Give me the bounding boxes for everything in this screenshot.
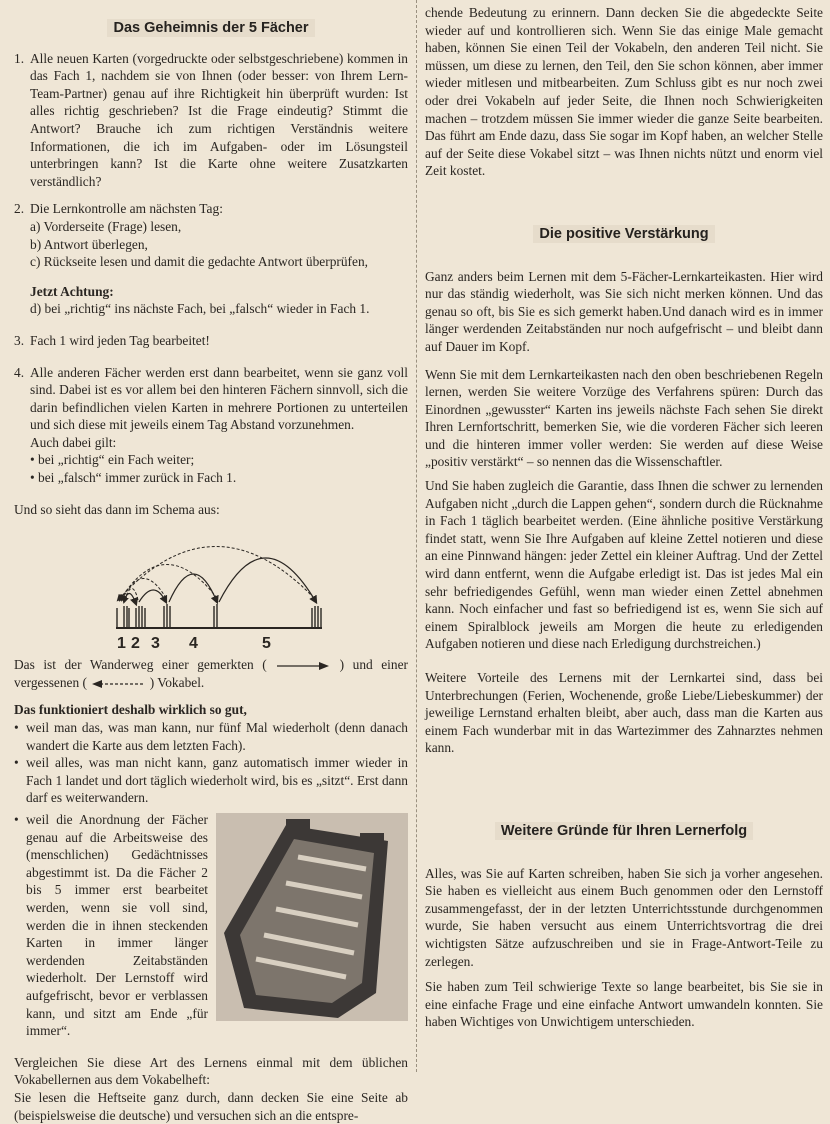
card-stack-5 (312, 606, 321, 628)
attention-label: Jetzt Achtung: (30, 283, 114, 299)
why-heading: Das funktioniert deshalb wirklich so gut, (14, 702, 247, 718)
compartment-label-1: 1 (117, 635, 126, 653)
section-heading-lernerfolg: Weitere Gründe für Ihren Lernerfolg (425, 823, 823, 841)
left-column (14, 0, 408, 1124)
diagram-svg (14, 524, 408, 656)
card-stack-4 (214, 604, 217, 628)
card-stack-3 (164, 604, 170, 628)
dashed-arrow-icon (90, 679, 146, 689)
more-paragraph-2: Sie haben zum Teil schwierige Texte so lange bearbeitet, bis Sie sie in eine einfache Frage und eine einfache Antwort umwandeln konnten. Sie haben Wichtiges von Unwichtigem unterschieden. (425, 979, 823, 1030)
compartment-label-2: 2 (131, 635, 140, 653)
back-arc-3-1 (122, 579, 166, 601)
substep-a: a) Vorderseite (Frage) lesen, (30, 218, 182, 234)
compartment-label-3: 3 (151, 635, 160, 653)
compare-paragraph-1: Vergleichen Sie diese Art des Lernens einmal mit dem üblichen Vokabellernen aus dem Vokabelheft: (14, 1054, 408, 1088)
positive-paragraph-2: Wenn Sie mit dem Lernkarteikasten nach den oben beschriebenen Regeln lernen, werden Sie weitere Vorzüge des Verfahrens spüren: Durch das Einordnen „gewusster“ Karten ins jeweils nächste Fach sehen Sie direkt Ihren Lernfortschritt, bemerken Sie, wie die vorderen Fächer sich leeren und die hinteren immer voller werden: Sie werden auf diese Weise „positiv verstärkt“ – so nennen das die Wissenschaftler. (425, 366, 823, 470)
positive-paragraph-1: Ganz anders beim Lernen mit dem 5-Fächer-Lernkarteikasten. Hier wird nur das ständig wiederholt, was Sie sich nicht merken können. Und das genau so oft, bis Sie es sich gemerkt haben.Und danach wird es in immer länger werdenden Zeitabständen nur noch aufgefrischt – und bleibt dann auf Dauer im Kopf. (425, 268, 823, 354)
list-item-3: 3. Fach 1 wird jeden Tag bearbeitet! (14, 332, 210, 348)
positive-paragraph-4: Weitere Vorteile des Lernens mit der Lernkartei sind, dass bei Unterbrechungen (Ferien, Wochenende, große Liebe/Liebeskummer) der jeweilige Lernstand erhalten bleibt, aber auch, dass man die Karten aus einem Fach wunderbar mit in das Wartezimmer des Zahnarztes nehmen kann. (425, 670, 823, 756)
compartment-label-5: 5 (262, 635, 271, 653)
why-bullet-3: • weil die Anordnung der Fächer genau auf die Arbeitsweise des (menschlichen) Gedächtnisses abgestimmt ist. Da die Fächer 2 bis 5 immer erst bearbeitet werden, wenn sie voll sind, werden die in ihnen steckenden Karten in immer länger werdenden Zeitabständen wiederholt. Der Lernstoff wird aufgefrischt, bevor er verblassen kann, und sitzt am Ende „für immer“. (14, 812, 208, 1039)
card-box-photo (216, 813, 408, 1021)
list-item-2: 2. Die Lernkontrolle am nächsten Tag: a) Vorderseite (Frage) lesen, b) Antwort überlegen, c) Rückseite lesen und damit die gedachte Antwort überprüfen, Jetzt Achtung: d) bei „richtig“ ins nächste Fach, bei „falsch“ wieder in Fach 1. (14, 200, 408, 318)
why-bullet-2: • weil alles, was man nicht kann, ganz automatisch immer wieder in Fach 1 landet und dort täglich wiederholt wird, bis es „sitzt“. Erst dann darf es weiterwandern. (14, 755, 408, 806)
continuation-paragraph: chende Bedeutung zu erinnern. Dann decken Sie die abgedeckte Seite wieder auf und kontrollieren sich. Wenn Sie das einige Male gemacht haben, können Sie einen Teil der Vokabeln, den anderen Teil nicht. Sie müssen, um diese zu lernen, den Teil, den Sie schon können, aber immer wieder mitlesen und mitbearbeiten. Zum Schluss gibt es nur noch zwei oder drei Vokabeln auf jeder Seite, die Ihnen noch Schwierigkeiten machen – trotzdem müssen Sie immer wieder die ganze Seite bearbeiten. Das führt am Ende dazu, dass Sie sogar im Kopf haben, an welcher Stelle auf der Seite diese Vokabel sitzt – was Ihnen nichts nützt und enorm viel Zeit kostet. (425, 5, 823, 179)
diagram-legend: Das ist der Wanderweg einer gemerkten ( ) und einer vergessenen ( ) Vokabel. (14, 657, 408, 690)
five-compartment-diagram (14, 524, 408, 656)
section-heading-geheimnis: Das Geheimnis der 5 Fächer (14, 20, 408, 38)
card-box-image (216, 813, 408, 1021)
column-divider (416, 0, 417, 1072)
card-stack-2 (136, 606, 145, 628)
forward-arc-1-2 (124, 594, 136, 605)
schema-intro: Und so sieht das dann im Schema aus: (14, 501, 220, 517)
compare-paragraph-2: Sie lesen die Heftseite ganz durch, dann decken Sie eine Seite ab (beispielsweise die deutsche) und versuchen sich an die entspre- (14, 1089, 408, 1123)
forward-arc-4-5 (219, 558, 316, 602)
list-item-1: 1. Alle neuen Karten (vorgedruckte oder selbstgeschriebene) kommen in das Fach 1, nachdem sie von Ihnen (oder besser: von Ihrem Lern-Team-Partner) genau auf ihre Richtigkeit hin überprüft wurden: Ist alles richtig geschrieben? Ist die Frage eindeutig? Stimmt die Antwort? Brauche ich zum richtigen Verständnis weitere Informationen, die ich im Aufgaben- oder im Lösungsteil unterbringen kann? Ist die Karte ohne weitere Zusatzkarten verständlich? (14, 50, 408, 189)
solid-arrow-icon (275, 661, 331, 671)
more-paragraph-1: Alles, was Sie auf Karten schreiben, haben Sie sich ja vorher angesehen. Sie haben es vielleicht aus einem Buch genommen oder den Lernstoff zusammengefasst, der in der letzten Unterrichtsstunde durchgenommen wurde, Sie haben versucht aus einem Unterrichtsvortrag die drei wichtigsten Sätze aufzuschreiben und sie in Frage-Antwort-Teile zu zerlegen. (425, 865, 823, 969)
why-bullet-1: • weil man das, was man kann, nur fünf Mal wiederholt (denn danach wandert die Karte aus dem letzten Fach). (14, 720, 408, 753)
substep-c: c) Rückseite lesen und damit die gedachte Antwort überprüfen, (30, 254, 369, 270)
substep-b: b) Antwort überlegen, (30, 236, 148, 252)
positive-paragraph-3: Und Sie haben zugleich die Garantie, dass Ihnen die schwer zu lernenden Aufgaben nicht „durch die Lappen gehen“, sondern durch die Rücknahme in Fach 1 täglich bearbeitet werden. (Eine ähnliche positive Verstärkung findet statt, wenn Sie Ihre Aufgaben auf kleine Zettel notieren und diese an eine Pinnwand hängen: jeder Zettel ein kleiner Auftrag. Und der Zettel wird dann entfernt, wenn die Aufgabe erledigt ist. Das ist jedes Mal ein sehr befriedigendes Gefühl, wenn man wieder einen Zettel abnehmen kann. Noch einfacher und fast so befriedigend ist es, wenn Sie sich auf einem Spiralblock jeweils am Morgen die heute zu erledigenden Aufgaben notieren und diese nach Erledigung durchstreichen.) (425, 478, 823, 652)
list-item-4: 4. Alle anderen Fächer werden erst dann bearbeitet, wenn sie ganz voll sind. Dabei ist es vor allem bei den hinteren Fächern sinnvoll, sich die darin befindlichen vielen Karten in mehrere Portionen zu unterteilen und sich diese mit jeweils einem Tag Abstand vorzunehmen. Auch dabei gilt: • bei „richtig“ ein Fach weiter; • bei „falsch“ immer zurück in Fach 1. (14, 364, 408, 486)
rule-richtig: • bei „richtig“ ein Fach weiter; (30, 452, 195, 468)
section-heading-verstaerkung: Die positive Verstärkung (425, 226, 823, 244)
right-column (425, 0, 823, 1031)
card-stack-1 (117, 606, 129, 628)
compartment-label-4: 4 (189, 635, 198, 653)
rule-falsch: • bei „falsch“ immer zurück in Fach 1. (30, 470, 237, 486)
forward-arc-3-4 (169, 574, 217, 602)
substep-d: d) bei „richtig“ ins nächste Fach, bei „falsch“ wieder in Fach 1. (30, 301, 370, 317)
